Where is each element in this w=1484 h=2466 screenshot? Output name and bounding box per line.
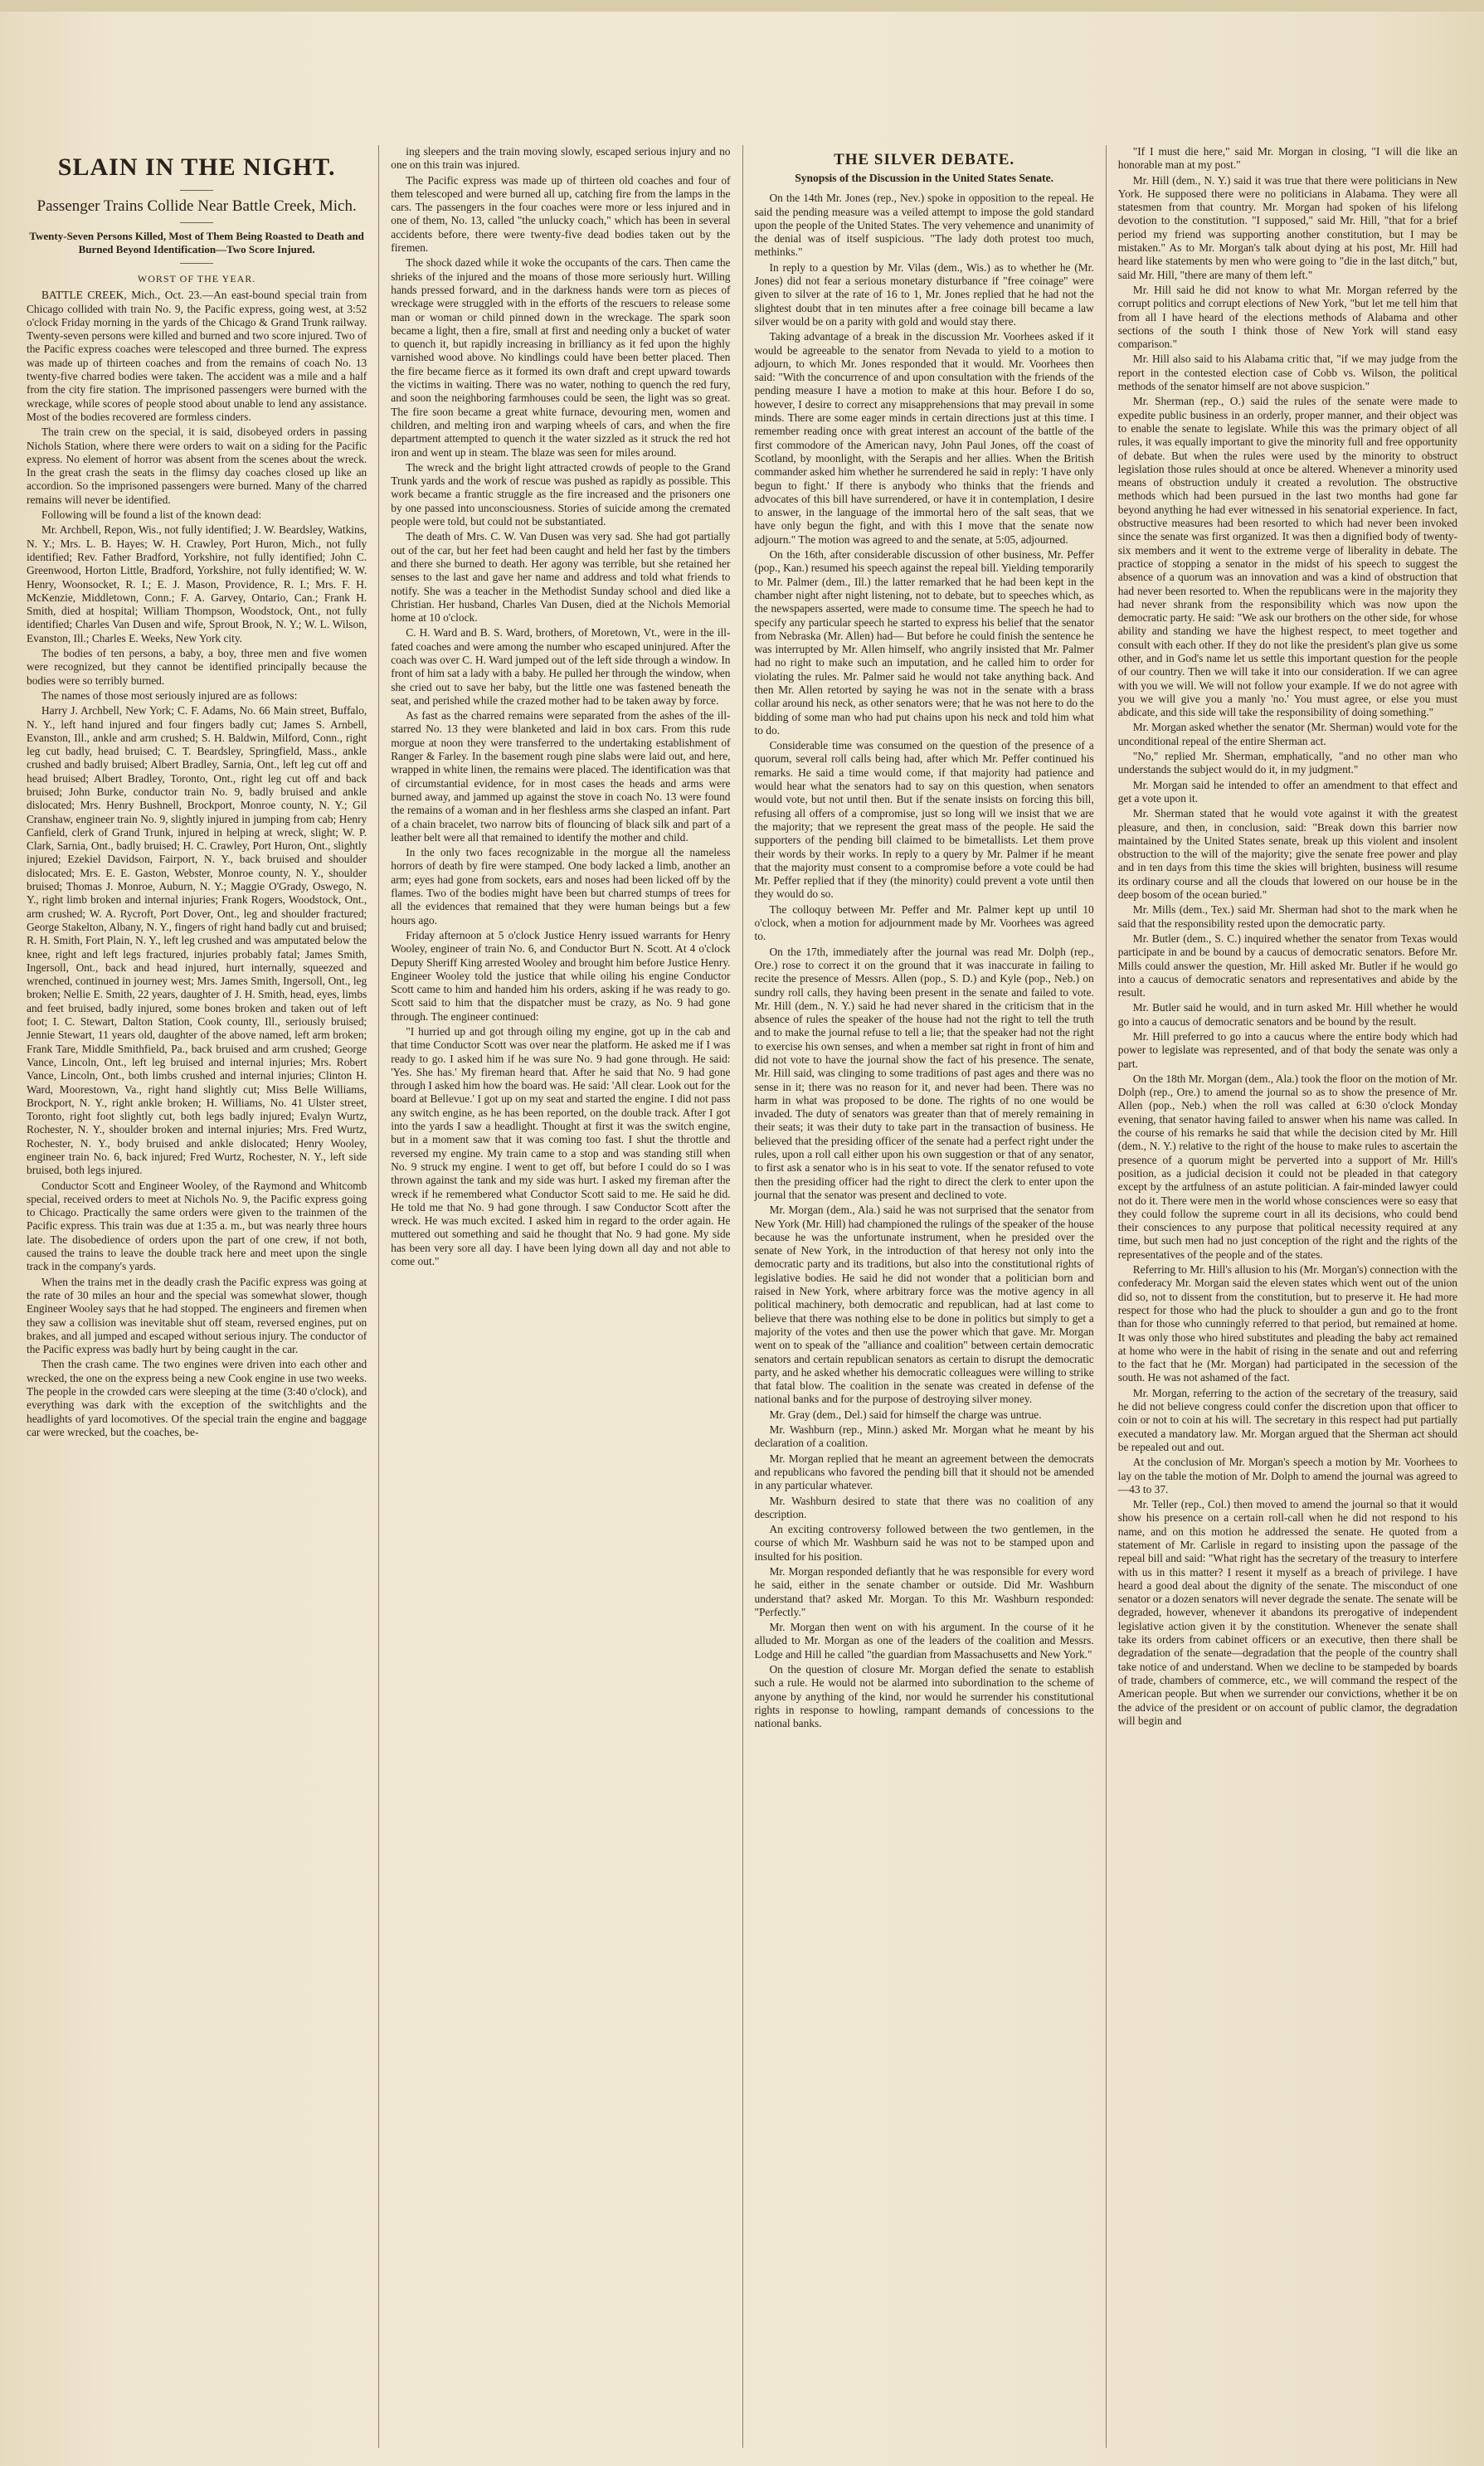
paragraph: Following will be found a list of the known dead:	[41, 508, 262, 522]
divider	[180, 263, 213, 264]
paragraph: Mr. Morgan said he intended to offer an amendment to that effect and get a vote upon it.	[1117, 778, 1457, 805]
paragraph: The names of those most seriously injured are as follows:	[41, 688, 298, 702]
paragraph: Friday afternoon at 5 o'clock Justice Henry issued warrants for Henry Wooley, engineer of train No. 6, and Conductor Burt N. Scott. At 4 o'clock Deputy Sheriff King arrested Wooley and brought him before Justice Henry. Engineer Wooley told the justice that while oiling his engine Conductor Scott came to him and handed him his orders, asking if he was ready to go. Scott said to him that the dispatcher must be crazy, as No. 9 had gone through. The engineer continued:	[391, 928, 731, 1023]
paragraph: The bodies of ten persons, a baby, a boy, three men and five women were recognized, but they cannot be identified principally because the bodies were so terribly burned.	[27, 647, 367, 687]
paragraph: "If I must die here," said Mr. Morgan in closing, "I will die like an honorable man at my post."	[1117, 145, 1457, 172]
debate-subheadline: Synopsis of the Discussion in the United States Senate.	[795, 172, 1053, 185]
paragraph: Mr. Mills (dem., Tex.) said Mr. Sherman had shot to the mark when he said that the responsibility rested upon the democratic party.	[1117, 903, 1457, 930]
paragraph: On the 16th, after considerable discussion of other business, Mr. Peffer (pop., Kan.) resumed his speech against the repeal bill. Yielding temporarily to Mr. Palmer (dem., Ill.) the latter remarked that he had been kept in the chamber night after night listening, not to debate, but to speeches which, as the newspapers asserted, were made to consume time. The speech he had to specify any particular speech he started to express his belief that the senator from Nebraska (Mr. Allen) had— But before he could finish the sentence he was interrupted by Mr. Allen himself, who angrily insisted that Mr. Palmer had no right to make such an imputation, and he called him to order for violating the rules. Mr. Palmer said he would not take anything back. And then Mr. Allen retorted by saying he was not in the senate with a brass collar around his neck, as other senators were; that he was not here to do the bidding of some man who had put chains upon his neck and told him what to do.	[754, 548, 1094, 737]
paragraph: Mr. Morgan responded defiantly that he was responsible for every word he said, either in the senate chamber or outside. Did Mr. Washburn understand that? asked Mr. Morgan. To this Mr. Washburn responded: "Perfectly."	[754, 1564, 1094, 1618]
paragraph: In the only two faces recognizable in the morgue all the nameless horrors of death by fire were stamped. One body lacked a limb, another an arm; eyes had gone from sockets, ears and noses had been licked off by the flames. Two of the bodies might have been but charred stumps of trees for all the evidences that remained that they were human beings but a few hours ago.	[391, 846, 731, 927]
paragraph: The Pacific express was made up of thirteen old coaches and four of them telescoped and were burned all up, catching fire from the lamps in the cars. The passengers in the four coaches were more or less injured and in one of them, No. 13, called "the unlucky coach," which has been in several accidents before, there were twenty-five dead bodies taken out by the firemen.	[391, 173, 731, 255]
paragraph: BATTLE CREEK, Mich., Oct. 23.—An east-bound special train from Chicago collided with train No. 9, the Pacific express, going west, at 3:52 o'clock Friday morning in the yards of the Chicago & Grand Trunk railway. Twenty-seven persons were killed and burned and two score injured. Two of the Pacific express coaches were telescoped and three burned. The express was made up of thirteen coaches and from the remains of coach No. 13 twenty-five charred bodies were taken. The accident was a mile and a half from the city fire station. The imprisoned passengers were burned with the wreckage, while scores of people stood about unable to lend any assistance. Most of the bodies recovered are formless cinders.	[27, 289, 367, 423]
paragraph: Mr. Butler (dem., S. C.) inquired whether the senator from Texas would participate in and be bound by a caucus of democratic senators. Before Mr. Mills could answer the question, Mr. Hill asked Mr. Butler if he would go into a caucus of democratic senators and representatives and abide by the result.	[1117, 931, 1457, 1000]
paragraph: The death of Mrs. C. W. Van Dusen was very sad. She had got partially out of the car, but her feet had been caught and held her fast by the timbers and there she burned to death. Her agony was terrible, but she retained her senses to the last and gave her name and address and told what friends to notify. She was a teacher in the Methodist Sunday school and died like a Christian. Her husband, Charles Van Dusen, died at the Nichols Memorial home at 10 o'clock.	[391, 530, 731, 625]
paragraph: ing sleepers and the train moving slowly, escaped serious injury and no one on this train was injured.	[391, 145, 731, 172]
paragraph: Mr. Morgan then went on with his argument. In the course of it he alluded to Mr. Morgan as one of the leaders of the coalition and Messrs. Lodge and Hill he called "the guardian from Massachusetts and New York."	[754, 1621, 1094, 1661]
paragraph: Mr. Hill (dem., N. Y.) said it was true that there were politicians in New York. He supposed there were no politicians in Alabama. They were all statesmen from that country. Mr. Morgan had spoken of his lifelong devotion to the constitution. "I supposed," said Mr. Hill, "that for a brief period my friend was supporting another constitution, but I may be mistaken." As to Mr. Morgan's talk about dying at his post, Mr. Hill had heard like statements by men who were going to "die in the last ditch," but, said Mr. Hill, "there are many of them left."	[1117, 173, 1457, 281]
paragraph: Mr. Sherman stated that he would vote against it with the greatest pleasure, and then, in conclusion, said: "Break down this barrier now maintained by the United States senate, break up this violent and insolent obstruction to the will of the majority; give the senate free power and play and in ten days from this time the skies will brighten, business will resume its ordinary course and all the clouds that lowered on our house be in the deep bosom of the ocean buried."	[1117, 807, 1457, 902]
paragraph: "No," replied Mr. Sherman, emphatically, "and no other man who understands the subject would do it, in my judgment."	[1117, 750, 1457, 776]
paragraph: An exciting controversy followed between the two gentlemen, in the course of which Mr. Washburn said he was not to be stamped upon and insulted for his position.	[754, 1523, 1094, 1563]
article-body	[27, 289, 367, 1439]
column-1	[15, 145, 378, 2448]
article-body-continued	[391, 145, 730, 1268]
columns-container	[15, 145, 1469, 2448]
column-4	[1106, 145, 1469, 2448]
paragraph: When the trains met in the deadly crash the Pacific express was going at the rate of 30 miles an hour and the special was somewhat slower, though Engineer Wooley says that he had stopped. The engineers and firemen when they saw a collision was inevitable shut off steam, reversed engines, put on brakes, and all jumped and escaped without serious injury. The conductor of the Pacific express was badly hurt by being caught in the car.	[27, 1275, 367, 1356]
paragraph: As fast as the charred remains were separated from the ashes of the ill-starred No. 13 they were blanketed and laid in box cars. From this rude morgue at noon they were transferred to the undertaking establishment of Ranger & Farley. In the basement rough pine slabs were laid out, and here, wrapped in white linen, the remains were placed. The identification was that of circumstantial evidence, for in most cases the heads and arms were burned away, and jammed up against the stove in coach No. 13 were found the remains of a woman and in her fleshless arms she clasped an infant. Part of a chain bracelet, two narrow bits of flouncing of black silk and part of a leather belt were all that remained to identify the mother and child.	[391, 709, 731, 844]
article-subhead: WORST OF THE YEAR.	[137, 273, 256, 285]
paragraph: Considerable time was consumed on the question of the presence of a quorum, several roll calls being had, after which Mr. Peffer continued his remarks. He said a time would come, if that majority had patience and would hear what the senators had to say on this question, when senators would vote, but not until then. But if the senate insists on forcing this bill, refusing all offers of a compromise, just so long will we insist that we are the majority; that we represent the great mass of the people. He said the supporters of the pending bill claimed to be bimetallists. Let them prove their words by their works. In reply to a query by Mr. Palmer if he meant that the majority must consent to a compromise before a vote could be had Mr. Peffer replied that if they (the minority) could prevent a vote until then they would do so.	[754, 739, 1094, 901]
paragraph: At the conclusion of Mr. Morgan's speech a motion by Mr. Voorhees to lay on the table the motion of Mr. Dolph to amend the journal was agreed to—43 to 37.	[1117, 1456, 1457, 1496]
divider	[180, 222, 213, 223]
paragraph: Mr. Gray (dem., Del.) said for himself the charge was untrue.	[769, 1408, 1042, 1421]
paragraph: On the 17th, immediately after the journal was read Mr. Dolph (rep., Ore.) rose to correct it on the ground that it was inaccurate in failing to recite the presence of Messrs. Allen (pop., S. D.) and Kyle (pop., Neb.) on sundry roll calls, they having been present in the senate and failed to vote. Mr. Hill (dem., N. Y.) said he had never shared in the criticism that in the absence of rules the speaker of the house had not the right to tell the truth and to make the journal refuse to tell a lie; that the speaker had not the right to exercise his own senses, and when a member sat right in front of him and did not vote to have the journal show the fact of his presence. The senate, Mr. Hill said, was clinging to some traditions of past ages and there was no sense in it; there was no reason for it, and never had been. There was no harm in what was proposed to be done. The rights of no one would be invaded. The duty of senators was greater than that of merely remaining in their seats; it was their duty to take part in the transaction of business. He believed that the presiding officer of the senate had a perfect right under the rules, upon a roll call either upon his own suggestion or that of any senator, to first ask a senator who is in his seat to vote. If the senator refused to vote then the presiding officer had the right to direct the clerk to enter upon the journal that the senator was present and declined to vote.	[754, 945, 1094, 1201]
paragraph: On the 14th Mr. Jones (rep., Nev.) spoke in opposition to the repeal. He said the pending measure was a veiled attempt to impose the gold standard upon the people of the United States. The very vehemence and unanimity of the denial was of itself suspicious. "The lady doth protest too much, methinks."	[754, 192, 1094, 259]
paragraph: Harry J. Archbell, New York; C. F. Adams, No. 66 Main street, Buffalo, N. Y., left hand injured and four fingers badly cut; James S. Arnbell, Evanston, Ill., ankle and arm crushed; S. H. Baldwin, Milford, Conn., right leg cut badly, head bruised; C. T. Beardsley, Springfield, Mass., ankle crushed and badly bruised; Albert Bradley, Sarnia, Ont., left leg cut off and head bruised; Albert Bradley, Toronto, Ont., right leg cut off and back bruised; John Burke, conductor train No. 9, badly bruised and ankle dislocated; Mrs. Henry Bushnell, Brockport, Monroe county, N. Y.; Gil Cranshaw, engineer train No. 9, slightly injured in jumping from cab; Henry Canfield, clerk of Grand Trunk, injured in helping at wreck, slight; W. P. Clark, Sarnia, Ont., badly bruised; H. C. Crawley, Port Huron, Ont., slightly injured; Ezekiel Davidson, Fairport, N. Y., back bruised and shoulder dislocated; Mrs. E. E. Gaston, Webster, Monroe county, N. Y., shoulder bruised; Thomas J. Monroe, Auburn, N. Y.; Maggie O'Grady, Oswego, N. Y., right limb broken and internal injuries; Frank Rogers, Woodstock, Ont., arm crushed; W. A. Rycroft, Port Dover, Ont., leg and shoulder fractured; George Stakelton, Albany, N. Y., fingers of right hand badly cut and bruised; R. H. Smith, Fort Plain, N. Y., left leg crushed and was amputated below the knee, right and left legs fractured, injuries probably fatal; James Smith, Ingersoll, Ont., back and head injured, hurt internally, squeezed and wrenched, continued in journey west; Mrs. James Smith, Ingersoll, Ont., leg broken; Nellie E. Smith, 22 years, daughter of J. H. Smith, head, eyes, limbs and feet bruised, badly injured, some bones broken and taken out of left foot; I. C. Stewart, Dalton Station, Cook county, Ill., seriously bruised; Jennie Stewart, 11 years old, daughter of the above named, left arm broken; Frank Tare, Middle Smithfield, Pa., back bruised and arm crushed; George Vance, Lincoln, Ont., left leg bruised and internal injuries; Mrs. Robert Vance, Lincoln, Ont., both limbs crushed and internal injuries; Clinton H. Ward, Moorestown, Va., right hand slightly cut; Miss Belle Williams, Brockport, N. Y., right ankle broken; H. Williams, No. 41 Ulster street, Toronto, right foot slightly cut, both legs badly injured; Evalyn Wurtz, Rochester, N. Y., shoulder broken and internal injuries; Mrs. Fred Wurtz, Rochester, N. Y., body bruised and ankle dislocated; Henry Wooley, engineer train No. 6, back injured; Fred Wurtz, Rochester, N. Y., left side bruised, both legs injured.	[27, 704, 367, 1177]
article-deck: Passenger Trains Collide Near Battle Creek, Mich.	[36, 197, 357, 215]
debate-body-continued	[1118, 145, 1457, 1728]
paragraph: Conductor Scott and Engineer Wooley, of the Raymond and Whitcomb special, received orders to meet at Nichols No. 9, the Pacific express going to Chicago. Practically the same orders were given to the trainmen of the Pacific express. This train was due at 1:35 a. m., but was nearly three hours late. The disobedience of orders upon the part of one crew, if not both, caused the trains to leave the double track here and meet upon the single track in the company's yards.	[27, 1179, 367, 1273]
paragraph: On the question of closure Mr. Morgan defied the senate to establish such a rule. He would not be alarmed into subordination to the scheme of anyone by anything of the kind, nor would he surrender his constitutional rights in response to howling, rampant demands of concessions to the national banks.	[754, 1663, 1094, 1730]
paragraph: Mr. Morgan (dem., Ala.) said he was not surprised that the senator from New York (Mr. Hill) had championed the rulings of the speaker of the house because he was the unfortunate instrument, when he presided over the senate of New York, in the introduction of that heresy not only into the democratic party and its traditions, but also into the constitutional rights of legislative bodies. He said he did not wonder that a politician born and raised in New York, where arbitrary force was the motive agency in all political machinery, both democratic and republican, had at last come to believe that there was nothing else to be done in politics but simply to get a majority of the votes and then use the power which that gave. Mr. Morgan went on to speak of the "alliance and coalition" between certain democratic senators and certain republican senators as certain to disrupt the democratic party, and he asked whether his democratic colleagues were willing to strike that fatal blow. The coalition in the senate was created in defense of the national banks and for the purpose of destroying silver money.	[754, 1204, 1094, 1406]
column-3	[742, 145, 1106, 2448]
paragraph: Mr. Morgan replied that he meant an agreement between the democrats and republicans who favored the pending bill that it should not be amended in any particular whatever.	[754, 1452, 1094, 1492]
debate-body	[755, 192, 1094, 1730]
paragraph: Mr. Archbell, Repon, Wis., not fully identified; J. W. Beardsley, Watkins, N. Y.; Mrs. L. B. Hayes; W. H. Crawley, Port Huron, Mich., not fully identified; Rev. Father Bradford, Yorkshire, not fully identified; John C. Greenwood, Horton Little, Bradford, Yorkshire, not fully identified; W. W. Henry, Woonsocket, R. I.; E. J. Mason, Providence, R. I.; Mrs. F. H. McKenzie, Middletown, Conn.; F. A. Garvey, Ontario, Can.; Frank H. Smith, died at hospital; William Thompson, Woodstock, Ont., not fully identified; Charles Van Dusen and wife, Sprout Brook, N. Y.; W. L. Wilson, Evanston, Ill.; Charles E. Weeks, New York city.	[27, 523, 367, 644]
paragraph: Mr. Butler said he would, and in turn asked Mr. Hill whether he would go into a caucus of democratic senators and be bound by the result.	[1117, 1001, 1457, 1028]
paragraph: C. H. Ward and B. S. Ward, brothers, of Moretown, Vt., were in the ill-fated coaches and were among the number who escaped uninjured. After the coach was over C. H. Ward jumped out of the left side through a window. In front of him sat a lady with a baby. He pulled her through the window, when she cried out to save her baby, but the little one was fastened beneath the seat, and perished while the crazed mother had to be taken away by force.	[391, 626, 731, 707]
column-2	[378, 145, 742, 2448]
page-top-margin	[0, 0, 1484, 12]
paragraph: Mr. Morgan, referring to the action of the secretary of the treasury, said he did not believe congress could confer the discretion upon that officer to coin or not to coin at his will. The secretary in this respect had put partially executed a mandatory law. Mr. Morgan argued that the Sherman act should be repealed out and out.	[1117, 1386, 1457, 1453]
paragraph: Mr. Washburn (rep., Minn.) asked Mr. Morgan what he meant by his declaration of a coalition.	[754, 1423, 1094, 1450]
divider	[180, 190, 213, 191]
article-subdeck: Twenty-Seven Persons Killed, Most of Them Being Roasted to Death and Burned Beyond Identification—Two Score Injured.	[29, 230, 364, 255]
paragraph: Mr. Morgan asked whether the senator (Mr. Sherman) would vote for the unconditional repeal of the entire Sherman act.	[1117, 721, 1457, 747]
paragraph: Mr. Hill also said to his Alabama critic that, "if we may judge from the report in the contested election case of Cobb vs. Wilson, the political methods of the senator himself are not above suspicion."	[1117, 353, 1457, 393]
paragraph: Taking advantage of a break in the discussion Mr. Voorhees asked if it would be agreeable to the senator from Nevada to yield to a motion to adjourn, to which Mr. Jones responded that it would. Mr. Voorhees then said: "With the concurrence of and upon consultation with the friends of the pending measure I have a motion to make at this hour. Before I do so, however, I desire to correct any misapprehensions that may prevail in some minds. There are some eager minds in certain directions just at this time. I remember reading once with great interest an account of the battle of the first commodore of the American navy, John Paul Jones, off the coast of Scotland, by moonlight, with the Serapis and her allies. When the British commander asked him whether he surrendered he said in reply: 'I have only begun to fight.' If there is anybody who thinks that the friends and advocates of this bill have surrendered, or have it in contemplation, I desire to answer, in the language of the immortal hero of the salt seas, that we have only begun the fight, and with this I move that the senate now adjourn." The motion was agreed to and the senate, at 5:05, adjourned.	[754, 330, 1094, 546]
paragraph: Referring to Mr. Hill's allusion to his (Mr. Morgan's) connection with the confederacy Mr. Morgan said the eleven states which went out of the union did so, not to dissent from the constitution, but to preserve it. He had more respect for those who had the pluck to shoulder a gun and go to the front than for those who cunningly referred to that period, but remained at home. It was only those who hired substitutes and pleading the baby act remained at home who were in the habit of rising in the senate and out and referring to the fact that he (Mr. Morgan) had participated in the secession of the south. He was not ashamed of the fact.	[1117, 1263, 1457, 1384]
paragraph: Mr. Sherman (rep., O.) said the rules of the senate were made to expedite public business in an orderly, proper manner, and their object was to enable the senate to legislate. While this was the primary object of all rules, it was equally important to give the minority full and free opportunity of debate. But when the rules were used by the minority to obstruct legislation those rules should at once be altered. Whenever a minority used means of obstruction unduly it created a revolution. The obstructive methods which had been pursued in the last two months had gone far beyond anything he had ever witnessed in his senatorial experience. In fact, obstructive measures had been resorted to which had never been invoked since the senate was first organized. It was then a dignified body of twenty-six members and it went to the extreme verge of liberality in debate. The practice of stopping a senator in the midst of his speech to suggest the absence of a quorum was an innovation and was a kind of obstruction that had never been resorted to. When the republicans were in the majority they had never shrank from the responsibility which was now upon the democratic party. He said: "We ask our brothers on the other side, for whose ability and standing we have the highest respect, to meet together and consult with each other. If they do not like the president's plan give us some other, and in God's name let us settle this important question for the people of our country. Then we will take it into our consideration. If we can agree with you we will. We will not follow your example. If we do not agree with you we will give you a manly 'no.' You must agree, or else you must abdicate, and this side will take the responsibility of doing something."	[1117, 395, 1457, 719]
article-headline: SLAIN IN THE NIGHT.	[57, 153, 336, 181]
debate-headline: THE SILVER DEBATE.	[834, 151, 1015, 168]
paragraph: Then the crash came. The two engines were driven into each other and wrecked, the one on the express being a new Cook engine in use two weeks. The people in the crowded cars were sleeping at the time (3:40 o'clock), and everything was dark with the exception of the switchlights and the headlights of yard locomotives. Of the special train the engine and baggage car were wrecked, but the coaches, be-	[27, 1358, 367, 1438]
paragraph: Mr. Teller (rep., Col.) then moved to amend the journal so that it would show his presence on a certain roll-call when he did not respond to his name, and on this motion he addressed the senate. He quoted from a statement of Mr. Carlisle in regard to insisting upon the passage of the repeal bill and said: "What right has the secretary of the treasury to interfere with us in this matter? I resent it myself as a breach of privilege. I have heard a good deal about the dignity of the senate. The misconduct of one senator or a dozen senators will never degrade the senate. The senate will be degraded, however, whenever it abandons its prerogative of independent legislative action given it by the constitution. Whenever the senate shall take its orders from cabinet officers or an executive, then there shall be degradation of the senate—degradation that the people of the country shall take notice of and understand. When we decline to be stampeded by boards of trade, chambers of commerce, etc., we will command the respect of the American people. But when we surrender our convictions, whether it be on the advice of the president or on account of public clamor, the degradation will begin and	[1117, 1498, 1457, 1727]
paragraph: The wreck and the bright light attracted crowds of people to the Grand Trunk yards and the work of rescue was pushed as rapidly as possible. This work became a frantic struggle as the fire increased and the prisoners one by one passed into unconsciousness. Stories of suicide among the cremated people were told, but could not be substantiated.	[391, 460, 731, 528]
paragraph: The shock dazed while it woke the occupants of the cars. Then came the shrieks of the injured and the moans of those more seriously hurt. Willing hands pressed forward, and in the darkness hands were torn as pieces of wreckage were struggled with in the efforts of the rescuers to release some man or woman or child pinned down in the wreckage. The spark soon became a light, then a fire, small at first and needing only a bucket of water to quench it, but rapidly increasing in brilliancy as it fed upon the highly varnished wood above. No kindlings could have been better placed. Then the fire became fierce as it formed its own draft and crept upward towards the victims in waiting. There was no water, nothing to quench the red fury, and soon the neighboring farmhouses could be seen, the light was so great. The fire soon became a great white furnace, devouring men, women and children, and melting iron and warping wheels of cars, and when the fire department attempted to quench it the water sizzled as it struck the red hot iron and went up in steam. The blaze was seen for miles around.	[391, 256, 731, 459]
paragraph: The train crew on the special, it is said, disobeyed orders in passing Nichols Station, where there were orders to wait on a siding for the Pacific express. No element of horror was absent from the scenes about the wreck. In the great crash the seats in the flimsy day coaches closed up like an accordion. So the imprisoned passengers were burned. Many of the charred remains will never be identified.	[27, 426, 367, 506]
paragraph: In reply to a question by Mr. Vilas (dem., Wis.) as to whether he (Mr. Jones) did not fear a serious monetary disturbance if "free coinage" were given to silver at the rate of 16 to 1, Mr. Jones replied that he had not the slightest doubt that in ten minutes after a free coinage bill became a law silver would be on a parity with gold and would stay there.	[754, 260, 1094, 328]
paragraph: On the 18th Mr. Morgan (dem., Ala.) took the floor on the motion of Mr. Dolph (rep., Ore.) to amend the journal so as to show the presence of Mr. Allen (pop., Neb.) when the roll was called at 6:30 o'clock Monday evening, that senator having failed to answer when his name was called. In the course of his remarks he said that while the decision cited by Mr. Hill (dem., N. Y.) relative to the right of the house to make rules to ascertain the presence of a quorum might be perverted into a support of Mr. Hill's position, as a judicial decision it could not be pleaded in that category except by the artfulness of an astute politician. A fair-minded lawyer could not do it. There were men in the world whose consciences were so easy that they could follow the supreme court in all its decisions, who could bend their consciences to any purpose that political necessity required at any time, but such men had no just conception of the right and the rights of the representatives of the people and of the states.	[1117, 1072, 1457, 1261]
paragraph: Mr. Hill preferred to go into a caucus where the entire body which had power to legislate was represented, and of that body the senate was only a part.	[1117, 1030, 1457, 1070]
paragraph: Mr. Washburn desired to state that there was no coalition of any description.	[754, 1494, 1094, 1520]
paragraph: Mr. Hill said he did not know to what Mr. Morgan referred by the corrupt politics and corrupt elections of New York, "but let me tell him that from all I have heard of the elections methods of Alabama and other sections of the south I think those of New York will stand easy comparison."	[1117, 283, 1457, 351]
paragraph: The colloquy between Mr. Peffer and Mr. Palmer kept up until 10 o'clock, when a motion for adjournment made by Mr. Voorhees was agreed to.	[754, 902, 1094, 943]
paragraph: "I hurried up and got through oiling my engine, got up in the cab and that time Conductor Scott was over near the platform. He asked me if I was ready to go. I asked him if he was sure No. 9 had gone through. He said: 'Yes. She has.' My fireman heard that. After he said that No. 9 had gone through I asked him how the board was. He said: 'All clear. Look out for the board at Bellevue.' I got up on my seat and started the engine. I did not pass any switch engine, as he has been reported, on the double track. After I got into the yards I saw a headlight. Thought at first it was the switch engine, but in a moment saw that it was coming too fast. I shut the throttle and reversed my engine. My train came to a stop and was standing still when No. 9 struck my engine. I went to get off, but before I could do so I was thrown against the tank and my side was hurt. I asked my fireman after the wreck if he remembered what Conductor Scott said to me. He said he did. He told me that No. 9 had gone through. I saw Conductor Scott after the wreck. He was much excited. I asked him in regard to the order again. He muttered out something and said he thought that No. 9 had gone. My side has been very sore all day. I have been lying down all day and not able to come out."	[391, 1025, 731, 1268]
